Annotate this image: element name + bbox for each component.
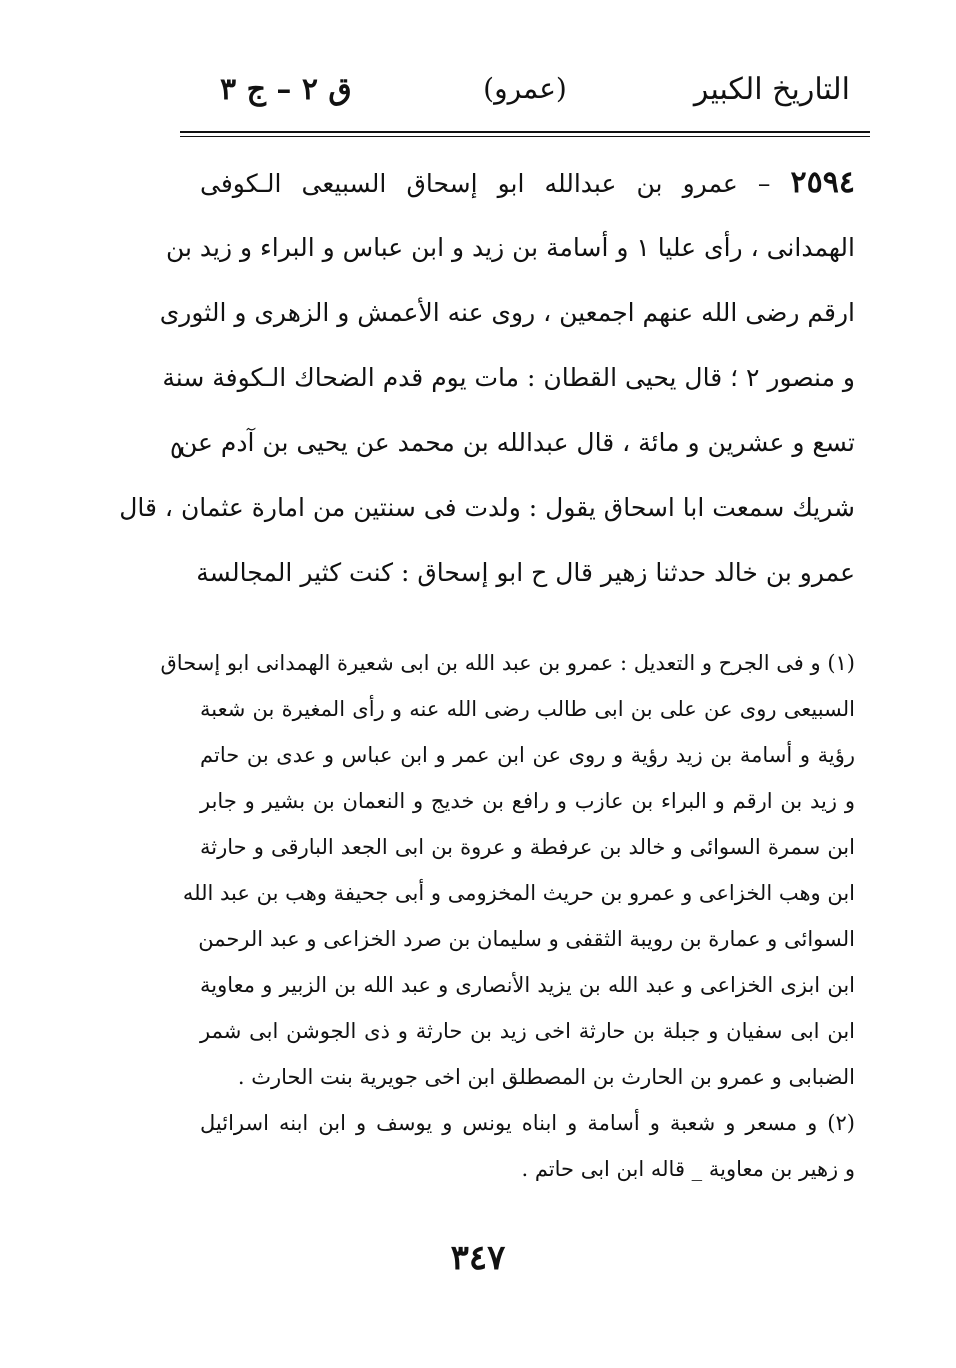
main-text-line: شريك سمعت ابا اسحاق يقول : ولدت فى سنتين من امارة عثمان ، قال bbox=[119, 493, 855, 522]
entry-name-heading: (عمرو) bbox=[483, 72, 567, 105]
page-number: ٣٤٧ bbox=[450, 1238, 506, 1278]
main-text-line: الهمدانى ، رأى عليا ١ و أسامة بن زيد و ابن عباس و البراء و زيد بن bbox=[165, 233, 855, 262]
footnote-line: (١) و فى الجرح و التعديل : عمرو بن عبد الله بن ابى شعيرة الهمدانى ابو إسحاق bbox=[160, 651, 855, 675]
footnote-line: ابن سمرة السوائى و خالد بن عرفطة و عروة بن ابى الجعد البارقى و حارثة bbox=[200, 835, 855, 859]
footnote-line: ابن ابى سفيان و جبلة بن حارثة اخى زيد بن حارثة و ذى الجوشن ابى شمر bbox=[200, 1019, 855, 1043]
main-text-line: عمرو بن خالد حدثنا زهير قال ح ابو إسحاق : كنت كثير المجالسة bbox=[196, 558, 855, 587]
line-number-marker: ٥ bbox=[170, 436, 183, 464]
main-text-line: و منصور ٢ ؛ قال يحيى القطان : مات يوم قدم الضحاك الـكوفة سنة bbox=[162, 363, 855, 392]
header-rule bbox=[180, 131, 870, 133]
entry-number: ٢٥٩٤ bbox=[790, 165, 855, 200]
running-header bbox=[200, 72, 850, 122]
main-text-line: ارقم رضى الله عنهم اجمعين ، روى عنه الأعمش و الزهرى و الثورى bbox=[159, 298, 855, 327]
footnote-line: رؤية و أسامة بن زيد رؤية و روى عن ابن عمر و ابن عباس و عدى بن حاتم bbox=[200, 743, 855, 767]
footnotes bbox=[160, 640, 855, 1192]
header-rule-thin bbox=[180, 136, 870, 137]
footnote-line: الضبابى و عمرو بن الحارث بن المصطلق ابن اخى جويرية بنت الحارث . bbox=[237, 1065, 855, 1089]
footnote-line: ابن وهب الخزاعى و عمرو بن حريث المخزومى و أبى جحيفة وهب بن عبد الله bbox=[182, 881, 855, 905]
volume-reference: ق ٢ – ج ٣ bbox=[220, 72, 352, 107]
footnote-line: (٢) و مسعر و شعبة و أسامة و ابناه يونس و يوسف و ابن ابنه اسرائيل bbox=[200, 1111, 855, 1135]
main-text bbox=[119, 150, 855, 605]
footnote-line: و زيد بن ارقم و البراء بن عازب و رافع بن خديج و النعمان بن بشير و جابر bbox=[200, 789, 855, 813]
main-text-line: ٢٥٩٤ – عمرو بن عبدالله ابو إسحاق السبيعى الـكوفى bbox=[200, 165, 855, 200]
footnote-line: السبيعى روى عن على بن ابى طالب رضى الله عنه و رأى المغيرة بن شعبة bbox=[200, 697, 855, 721]
book-title: التاريخ الكبير bbox=[693, 72, 850, 107]
footnote-line: السوائى و عمارة بن رويبة الثقفى و سليمان بن صرد الخزاعى و عبد الرحمن bbox=[198, 927, 855, 951]
footnote-line: و زهير بن معاوية _ قاله ابن ابى حاتم . bbox=[521, 1157, 855, 1181]
main-text-line: تسع و عشرين و مائة ، قال عبدالله بن محمد عن يحيى بن آدم عن bbox=[179, 428, 855, 457]
footnote-line: ابن ابزى الخزاعى و عبد الله بن يزيد الأنصارى و عبد الله بن الزبير و معاوية bbox=[200, 973, 855, 997]
